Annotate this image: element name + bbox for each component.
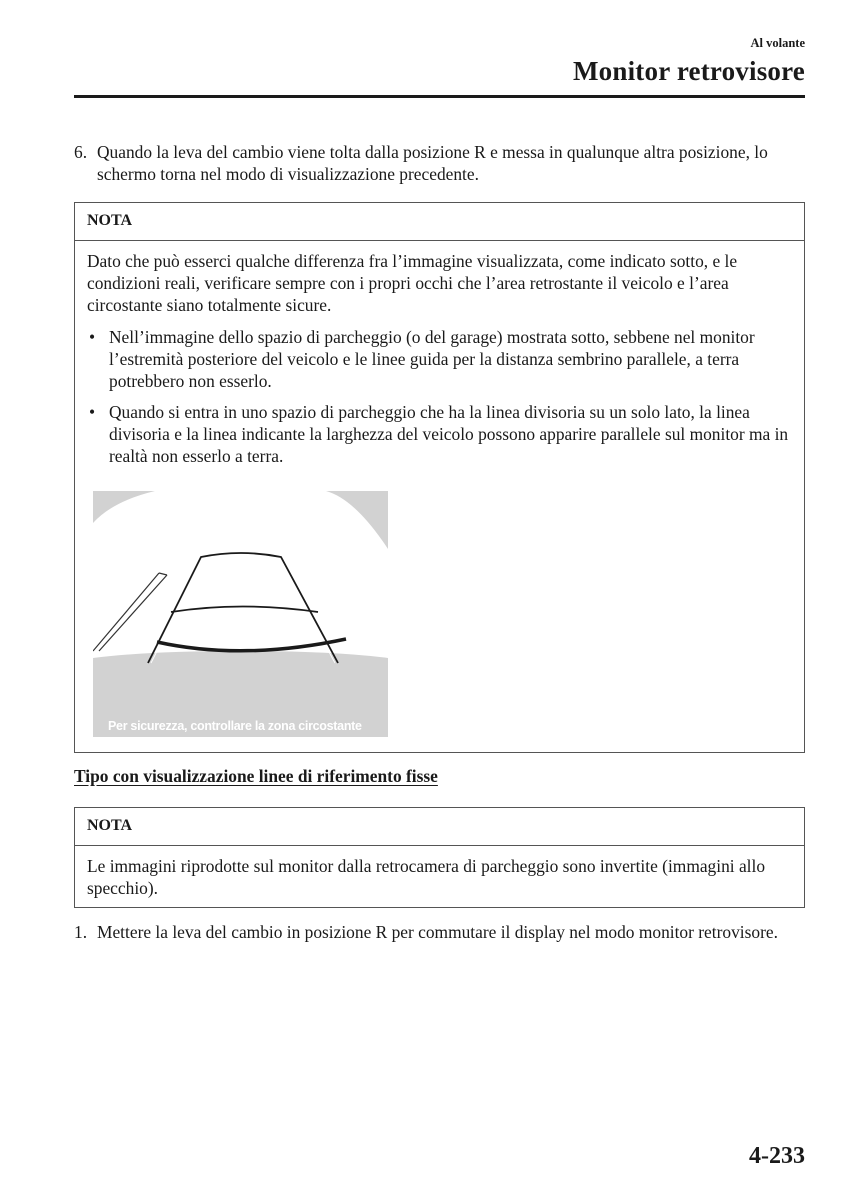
nota-bullet-item xyxy=(87,326,792,392)
title-rule xyxy=(74,95,805,98)
nota-box-2 xyxy=(74,807,805,908)
step-number: 1. xyxy=(74,922,88,942)
page-title: Monitor retrovisore xyxy=(573,56,805,86)
bullet-text: Nell’immagine dello spazio di parcheggio (o del garage) mostrata sotto, sebbene nel monitor l’estremità posteriore del veicolo e le linee guida per la distanza sembrino parallele, a terra potrebbero non esserlo. xyxy=(109,327,755,391)
nota-heading: NOTA xyxy=(75,203,804,241)
step-6 xyxy=(74,141,809,185)
nota-box-1 xyxy=(74,202,805,753)
step-text: Mettere la leva del cambio in posizione R per commutare il display nel modo monitor retrovisore. xyxy=(97,922,778,942)
section-label: Al volante xyxy=(750,36,805,50)
nota-text: Le immagini riprodotte sul monitor dalla retrocamera di parcheggio sono invertite (immagini allo specchio). xyxy=(87,856,766,898)
bullet-text: Quando si entra in uno spazio di parcheggio che ha la linea divisoria su un solo lato, la linea divisoria e la linea indicante la larghezza del veicolo possono apparire parallele sul monitor ma in realtà non esserlo a terra. xyxy=(109,402,789,466)
nota-heading: NOTA xyxy=(75,808,804,846)
monitor-view-area xyxy=(93,491,388,658)
nota-body xyxy=(75,846,804,909)
section-subheading: Tipo con visualizzazione linee di riferimento fisse xyxy=(74,766,438,786)
nota-body xyxy=(75,241,804,733)
step-1 xyxy=(74,921,809,943)
page-number: 4-233 xyxy=(749,1143,805,1169)
figure-caption: Per sicurezza, controllare la zona circostante xyxy=(108,719,362,733)
step-text: Quando la leva del cambio viene tolta dalla posizione R e messa in qualunque altra posizione, lo schermo torna nel modo di visualizzazione precedente. xyxy=(97,142,768,184)
monitor-illustration xyxy=(93,491,388,737)
nota-intro: Dato che può esserci qualche differenza fra l’immagine visualizzata, come indicato sotto, e le condizioni reali, verificare sempre con i propri occhi che l’area retrostante il veicolo e l’area circostante siano totalmente sicure. xyxy=(87,251,738,315)
bullet-glyph: • xyxy=(89,402,96,422)
monitor-figure xyxy=(93,491,388,737)
nota-bullet-item xyxy=(87,401,792,467)
step-number: 6. xyxy=(74,142,88,162)
nota-bullet-list xyxy=(87,326,792,467)
bullet-glyph: • xyxy=(89,327,96,347)
